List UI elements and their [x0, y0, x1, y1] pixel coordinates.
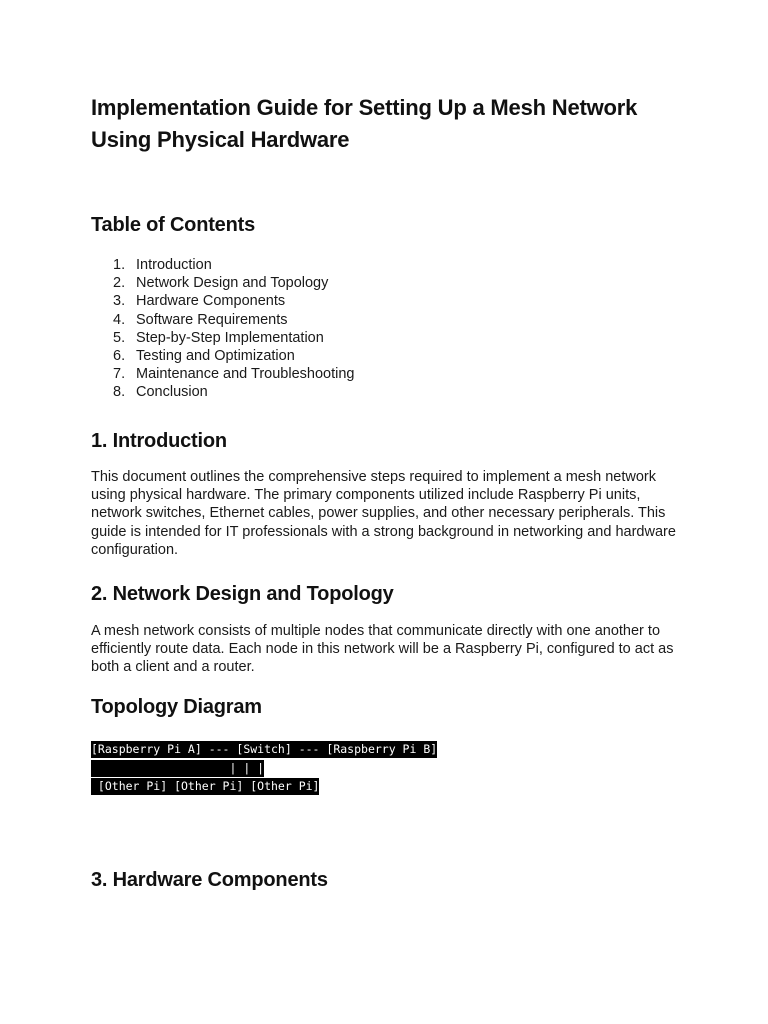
toc-item-number: 7.	[113, 366, 126, 383]
toc-item-number: 6.	[113, 348, 126, 365]
document-title: Implementation Guide for Setting Up a Mesh Network Using Physical Hardware	[91, 95, 638, 152]
toc-item-implementation	[91, 329, 354, 347]
network-design-heading: 2. Network Design and Topology	[91, 583, 394, 605]
toc-item-number: 5.	[113, 329, 126, 346]
toc-item-introduction	[91, 256, 354, 274]
code-line-text: [Raspberry Pi A] --- [Switch] --- [Raspberry Pi B]	[91, 742, 438, 756]
toc-item-testing	[91, 347, 354, 365]
toc-item-number: 4.	[113, 311, 126, 328]
toc-item-network-design	[91, 274, 354, 292]
topology-diagram-heading: Topology Diagram	[91, 696, 262, 718]
code-line	[91, 759, 437, 778]
toc-item-hardware	[91, 292, 354, 310]
toc-item-label: Introduction	[136, 257, 212, 273]
toc-item-conclusion	[91, 383, 354, 401]
table-of-contents	[91, 256, 354, 402]
toc-item-label: Software Requirements	[136, 311, 288, 328]
code-line	[91, 777, 437, 796]
code-line	[91, 740, 437, 759]
toc-item-maintenance	[91, 365, 354, 383]
hardware-components-heading: 3. Hardware Components	[91, 869, 328, 891]
toc-item-number: 8.	[113, 384, 126, 401]
toc-item-label: Maintenance and Troubleshooting	[136, 366, 355, 383]
code-line-text: | | |	[91, 760, 265, 775]
toc-heading: Table of Contents	[91, 214, 256, 236]
toc-item-number: 3.	[113, 293, 126, 310]
topology-code-block	[91, 740, 437, 796]
toc-item-number: 1.	[113, 257, 126, 273]
toc-item-label: Step-by-Step Implementation	[136, 329, 324, 346]
introduction-heading: 1. Introduction	[91, 430, 227, 452]
network-design-paragraph: A mesh network consists of multiple nodes that communicate directly with one another to efficiently route data. Each node in this network will be a Raspberry Pi, configured to act as both a client and a router.	[91, 623, 674, 676]
toc-item-label: Network Design and Topology	[136, 275, 329, 292]
toc-item-label: Testing and Optimization	[136, 348, 295, 365]
toc-item-label: Hardware Components	[136, 293, 286, 310]
toc-item-software	[91, 311, 354, 329]
introduction-paragraph: This document outlines the comprehensive steps required to implement a mesh network using physical hardware. The primary components utilized include Raspberry Pi units, network switches, Ethernet cables, power supplies, and other necessary peripherals. This guide is intended for IT professionals with a strong background in networking and hardware configuration.	[91, 469, 676, 558]
toc-item-number: 2.	[113, 275, 126, 292]
toc-item-label: Conclusion	[136, 384, 208, 401]
code-line-text: [Other Pi] [Other Pi] [Other Pi]	[91, 779, 320, 793]
